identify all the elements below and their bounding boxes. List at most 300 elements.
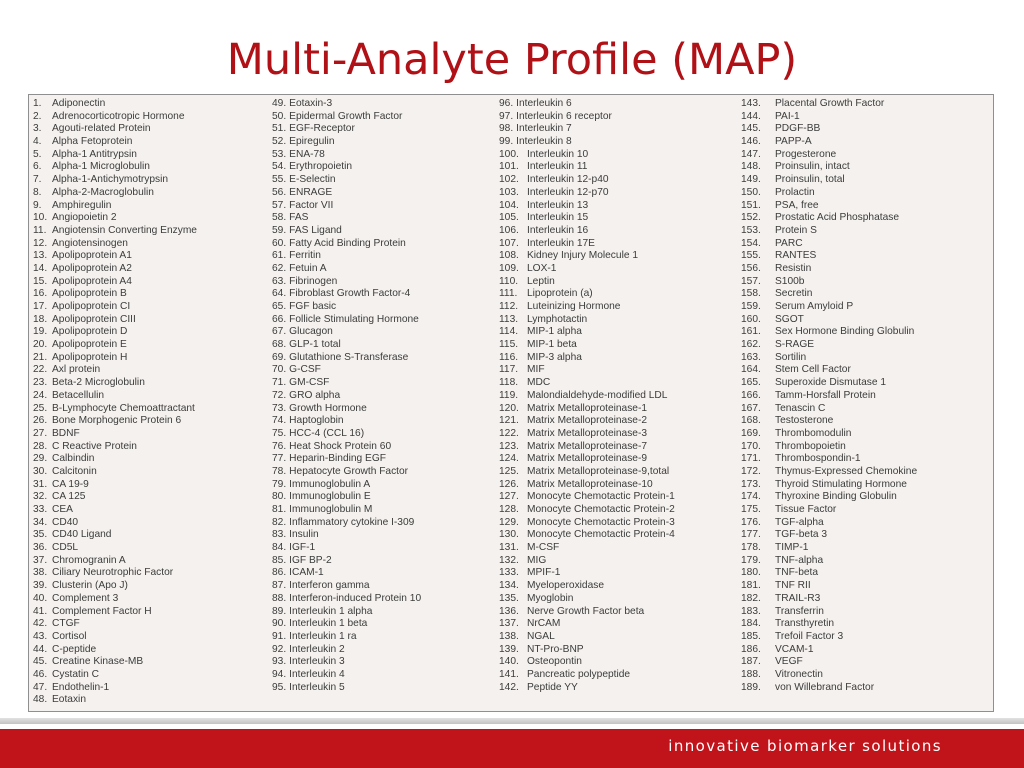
analyte-number: 168. <box>741 415 761 427</box>
analyte-number: 71. <box>272 377 287 389</box>
analyte-item <box>741 453 991 466</box>
analyte-name: NT-Pro-BNP <box>527 643 584 655</box>
analyte-name: PARC <box>775 237 803 249</box>
analyte-name: PAPP-A <box>775 136 812 148</box>
analyte-name: Betacellulin <box>52 389 105 401</box>
analyte-name: Apolipoprotein A4 <box>52 275 132 287</box>
analyte-name: E-Selectin <box>289 174 336 186</box>
analyte-name: TNF-alpha <box>775 554 824 566</box>
analyte-number: 5. <box>33 148 42 160</box>
analyte-name: Matrix Metalloproteinase-9,total <box>527 465 670 477</box>
analyte-name: LOX-1 <box>527 262 557 274</box>
analyte-number: 170. <box>741 440 761 452</box>
analyte-name: Haptoglobin <box>289 415 344 427</box>
analyte-item <box>499 466 739 479</box>
analyte-number: 1. <box>33 98 42 109</box>
analyte-item <box>741 542 991 555</box>
analyte-item <box>741 669 991 682</box>
analyte-item <box>499 174 739 187</box>
analyte-number: 41. <box>33 605 48 617</box>
analyte-item <box>33 517 268 530</box>
analyte-item <box>499 669 739 682</box>
footer-divider <box>0 718 1024 724</box>
analyte-name: Adrenocorticotropic Hormone <box>52 110 185 122</box>
analyte-name: Fatty Acid Binding Protein <box>289 237 406 249</box>
analyte-number: 100. <box>499 148 519 160</box>
analyte-item <box>272 352 500 365</box>
analyte-name: Progesterone <box>775 148 837 160</box>
analyte-number: 176. <box>741 516 761 528</box>
analyte-name: EGF-Receptor <box>289 123 355 135</box>
analyte-item <box>499 618 739 631</box>
analyte-item <box>741 301 991 314</box>
analyte-item <box>272 403 500 416</box>
analyte-number: 77. <box>272 453 287 465</box>
analyte-name: Interleukin 17E <box>527 237 595 249</box>
analyte-number: 158. <box>741 288 761 300</box>
analyte-name: S100b <box>775 275 805 287</box>
analyte-name: CD5L <box>52 542 79 554</box>
analyte-item <box>499 593 739 606</box>
analyte-name: Complement Factor H <box>52 605 152 617</box>
analyte-name: Fetuin A <box>289 262 327 274</box>
analyte-name: Monocyte Chemotactic Protein-4 <box>527 529 675 541</box>
analyte-item <box>272 390 500 403</box>
analyte-item <box>33 580 268 593</box>
analyte-name: GRO alpha <box>289 389 341 401</box>
analyte-number: 113. <box>499 313 519 325</box>
analyte-item <box>499 161 739 174</box>
analyte-number: 32. <box>33 491 48 503</box>
analyte-name: NGAL <box>527 630 555 642</box>
analyte-name: RANTES <box>775 250 817 262</box>
analyte-number: 33. <box>33 504 48 515</box>
analyte-number: 19. <box>33 326 48 338</box>
analyte-number: 175. <box>741 504 761 515</box>
analyte-item <box>272 136 500 149</box>
analyte-number: 12. <box>33 237 48 249</box>
analyte-item <box>272 441 500 454</box>
analyte-item <box>741 567 991 580</box>
analyte-item <box>33 225 268 238</box>
analyte-item <box>33 453 268 466</box>
analyte-name: Myoglobin <box>527 592 574 604</box>
analyte-item <box>741 555 991 568</box>
analyte-item <box>272 225 500 238</box>
analyte-number: 164. <box>741 364 761 376</box>
analyte-name: Matrix Metalloproteinase-3 <box>527 427 648 439</box>
analyte-number: 58. <box>272 212 287 224</box>
analyte-number: 90. <box>272 618 287 630</box>
analyte-item <box>272 377 500 390</box>
analyte-item <box>499 644 739 657</box>
analyte-item <box>33 466 268 479</box>
analyte-item <box>272 212 500 225</box>
analyte-number: 44. <box>33 643 48 655</box>
analyte-name: Amphiregulin <box>52 199 112 211</box>
analyte-number: 123. <box>499 440 519 452</box>
analyte-name: Thymus-Expressed Chemokine <box>775 465 918 477</box>
analyte-item <box>33 694 268 707</box>
analyte-name: Bone Morphogenic Protein 6 <box>52 415 182 427</box>
analyte-number: 78. <box>272 465 287 477</box>
analyte-number: 15. <box>33 275 48 287</box>
analyte-number: 76. <box>272 440 287 452</box>
analyte-number: 25. <box>33 402 48 414</box>
analyte-item <box>272 504 500 517</box>
analyte-name: Tenascin C <box>775 402 826 414</box>
analyte-number: 117. <box>499 364 519 376</box>
analyte-item <box>33 593 268 606</box>
analyte-item <box>499 390 739 403</box>
analyte-number: 161. <box>741 326 761 338</box>
analyte-number: 183. <box>741 605 761 617</box>
analyte-name: Matrix Metalloproteinase-2 <box>527 415 648 427</box>
analyte-name: Follicle Stimulating Hormone <box>289 313 419 325</box>
analyte-number: 171. <box>741 453 761 465</box>
analyte-number: 73. <box>272 402 287 414</box>
analyte-item <box>741 656 991 669</box>
analyte-number: 91. <box>272 630 287 642</box>
analyte-number: 115. <box>499 339 519 351</box>
analyte-item <box>741 618 991 631</box>
analyte-number: 89. <box>272 605 287 617</box>
analyte-item <box>741 504 991 517</box>
analyte-name: Apolipoprotein E <box>52 339 127 351</box>
analyte-item <box>741 225 991 238</box>
analyte-number: 147. <box>741 148 761 160</box>
analyte-number: 24. <box>33 389 48 401</box>
analyte-name: GLP-1 total <box>289 339 341 351</box>
analyte-item <box>33 123 268 136</box>
analyte-number: 102. <box>499 174 519 186</box>
analyte-number: 68. <box>272 339 287 351</box>
analyte-number: 182. <box>741 592 761 604</box>
analyte-number: 133. <box>499 567 519 579</box>
analyte-name: VEGF <box>775 656 803 668</box>
analyte-name: Epidermal Growth Factor <box>289 110 403 122</box>
analyte-number: 59. <box>272 224 287 236</box>
analyte-name: ICAM-1 <box>289 567 324 579</box>
analyte-name: ENRAGE <box>289 186 333 198</box>
analyte-name: Resistin <box>775 262 812 274</box>
analyte-name: Matrix Metalloproteinase-1 <box>527 402 648 414</box>
analyte-number: 160. <box>741 313 761 325</box>
analyte-number: 124. <box>499 453 519 465</box>
analyte-item <box>33 441 268 454</box>
analyte-name: Apolipoprotein CIII <box>52 313 136 325</box>
analyte-item <box>272 123 500 136</box>
analyte-name: TGF-beta 3 <box>775 529 828 541</box>
analyte-number: 87. <box>272 580 287 592</box>
analyte-item <box>272 111 500 124</box>
analyte-name: PSA, free <box>775 199 819 211</box>
analyte-number: 107. <box>499 237 519 249</box>
analyte-name: Epiregulin <box>289 136 335 148</box>
analyte-item <box>741 631 991 644</box>
analyte-number: 166. <box>741 389 761 401</box>
analyte-item <box>741 491 991 504</box>
analyte-number: 2. <box>33 110 42 122</box>
analyte-item <box>33 111 268 124</box>
analyte-name: Protein S <box>775 224 817 236</box>
analyte-number: 28. <box>33 440 48 452</box>
analyte-name: Thyroxine Binding Globulin <box>775 491 897 503</box>
analyte-number: 148. <box>741 161 761 173</box>
analyte-name: Interleukin 12-p40 <box>527 174 609 186</box>
analyte-number: 159. <box>741 301 761 312</box>
analyte-item <box>741 314 991 327</box>
analyte-name: Thrombopoietin <box>775 440 846 452</box>
analyte-name: Glutathione S-Transferase <box>289 351 409 363</box>
analyte-number: 120. <box>499 402 519 414</box>
analyte-item <box>33 377 268 390</box>
analyte-number: 101. <box>499 161 519 173</box>
analyte-name: MIP-1 alpha <box>527 326 582 338</box>
analyte-name: IGF BP-2 <box>289 554 332 566</box>
analyte-name: Adiponectin <box>52 98 106 109</box>
analyte-name: TGF-alpha <box>775 516 824 528</box>
analyte-number: 85. <box>272 554 287 566</box>
analyte-name: VCAM-1 <box>775 643 814 655</box>
analyte-number: 7. <box>33 174 42 186</box>
analyte-name: Growth Hormone <box>289 402 367 414</box>
analyte-number: 98. <box>499 123 514 135</box>
analyte-number: 163. <box>741 351 761 363</box>
analyte-item <box>741 339 991 352</box>
analyte-item <box>499 149 739 162</box>
analyte-item <box>741 98 991 111</box>
analyte-item <box>272 580 500 593</box>
analyte-name: Interleukin 1 beta <box>289 618 368 630</box>
analyte-number: 39. <box>33 580 48 592</box>
analyte-item <box>33 403 268 416</box>
analyte-name: Myeloperoxidase <box>527 580 605 592</box>
analyte-number: 111. <box>499 288 518 300</box>
slide-title: Multi-Analyte Profile (MAP) <box>226 35 798 85</box>
analyte-item <box>741 212 991 225</box>
analyte-number: 53. <box>272 148 287 160</box>
analyte-name: Factor VII <box>289 199 334 211</box>
analyte-item <box>33 479 268 492</box>
analyte-name: Interleukin 6 <box>516 98 572 109</box>
analyte-number: 55. <box>272 174 287 186</box>
analyte-item <box>499 326 739 339</box>
analyte-item <box>499 542 739 555</box>
analyte-item <box>272 364 500 377</box>
analyte-number: 56. <box>272 186 287 198</box>
analyte-number: 84. <box>272 542 287 554</box>
analyte-item <box>272 288 500 301</box>
analyte-name: TRAIL-R3 <box>775 592 821 604</box>
analyte-number: 157. <box>741 275 761 287</box>
analyte-item <box>272 555 500 568</box>
analyte-number: 4. <box>33 136 42 148</box>
analyte-name: TNF-beta <box>775 567 819 579</box>
analyte-name: Proinsulin, total <box>775 174 845 186</box>
analyte-item <box>499 263 739 276</box>
analyte-number: 104. <box>499 199 519 211</box>
analyte-name: C Reactive Protein <box>52 440 137 452</box>
analyte-item <box>33 682 268 695</box>
analyte-number: 11. <box>33 224 47 236</box>
analyte-number: 62. <box>272 262 287 274</box>
analyte-name: Transferrin <box>775 605 824 617</box>
analyte-name: Apolipoprotein A1 <box>52 250 132 262</box>
analyte-number: 143. <box>741 98 761 109</box>
analyte-item <box>272 466 500 479</box>
analyte-item <box>33 187 268 200</box>
analyte-item <box>499 238 739 251</box>
analyte-number: 17. <box>33 301 48 312</box>
analyte-item <box>33 212 268 225</box>
analyte-item <box>272 314 500 327</box>
analyte-name: M-CSF <box>527 542 560 554</box>
analyte-name: MPIF-1 <box>527 567 561 579</box>
analyte-item <box>499 504 739 517</box>
analyte-number: 54. <box>272 161 287 173</box>
analyte-number: 141. <box>499 668 519 680</box>
analyte-number: 140. <box>499 656 519 668</box>
analyte-item <box>499 225 739 238</box>
analyte-number: 92. <box>272 643 287 655</box>
analyte-number: 49. <box>272 98 287 109</box>
analyte-name: Vitronectin <box>775 668 823 680</box>
analyte-item <box>499 352 739 365</box>
analyte-name: Alpha-1 Antitrypsin <box>52 148 137 160</box>
analyte-name: Apolipoprotein D <box>52 326 128 338</box>
analyte-item <box>741 580 991 593</box>
analyte-name: CA 19-9 <box>52 478 89 490</box>
analyte-number: 135. <box>499 592 519 604</box>
analyte-number: 110. <box>499 275 519 287</box>
analyte-item <box>499 187 739 200</box>
analyte-number: 57. <box>272 199 287 211</box>
analyte-number: 63. <box>272 275 287 287</box>
analyte-number: 174. <box>741 491 761 503</box>
analyte-item <box>499 441 739 454</box>
analyte-number: 149. <box>741 174 761 186</box>
analyte-name: GM-CSF <box>289 377 330 389</box>
analyte-name: SGOT <box>775 313 804 325</box>
analyte-item <box>741 111 991 124</box>
analyte-name: Superoxide Dismutase 1 <box>775 377 886 389</box>
analyte-number: 97. <box>499 110 514 122</box>
analyte-item <box>741 149 991 162</box>
analyte-item <box>272 479 500 492</box>
analyte-name: Interferon-induced Protein 10 <box>289 592 422 604</box>
analyte-item <box>499 301 739 314</box>
analyte-item <box>272 542 500 555</box>
analyte-name: Lipoprotein (a) <box>527 288 593 300</box>
analyte-number: 8. <box>33 186 42 198</box>
analyte-item <box>741 377 991 390</box>
analyte-number: 70. <box>272 364 287 376</box>
analyte-number: 125. <box>499 465 519 477</box>
analyte-item <box>33 352 268 365</box>
analyte-name: Calcitonin <box>52 465 97 477</box>
analyte-name: PDGF-BB <box>775 123 821 135</box>
analyte-name: Matrix Metalloproteinase-10 <box>527 478 653 490</box>
analyte-item <box>33 504 268 517</box>
analyte-number: 173. <box>741 478 761 490</box>
analyte-name: Thyroid Stimulating Hormone <box>775 478 907 490</box>
analyte-number: 155. <box>741 250 761 262</box>
analyte-number: 162. <box>741 339 761 351</box>
analyte-number: 131. <box>499 542 519 554</box>
analyte-name: MIF <box>527 364 545 376</box>
analyte-name: Interleukin 10 <box>527 148 589 160</box>
analyte-item <box>741 174 991 187</box>
analyte-item <box>499 529 739 542</box>
analyte-number: 42. <box>33 618 48 630</box>
analyte-item <box>741 200 991 213</box>
analyte-number: 23. <box>33 377 48 389</box>
analyte-item <box>499 377 739 390</box>
analyte-item <box>499 98 739 111</box>
analyte-name: CEA <box>52 504 73 515</box>
analyte-item <box>33 200 268 213</box>
analyte-item <box>499 314 739 327</box>
analyte-name: Immunoglobulin E <box>289 491 371 503</box>
analyte-name: Prostatic Acid Phosphatase <box>775 212 900 224</box>
analyte-item <box>741 479 991 492</box>
analyte-number: 103. <box>499 186 519 198</box>
analyte-number: 93. <box>272 656 287 668</box>
analyte-number: 179. <box>741 554 761 566</box>
analyte-item <box>272 187 500 200</box>
analyte-name: Interleukin 1 alpha <box>289 605 373 617</box>
analyte-item <box>272 656 500 669</box>
analyte-item <box>33 149 268 162</box>
analyte-number: 64. <box>272 288 287 300</box>
analyte-item <box>33 491 268 504</box>
analyte-name: MDC <box>527 377 551 389</box>
analyte-item <box>33 288 268 301</box>
analyte-name: Apolipoprotein A2 <box>52 262 132 274</box>
analyte-item <box>741 276 991 289</box>
analyte-name: S-RAGE <box>775 339 815 351</box>
analyte-name: Cortisol <box>52 630 87 642</box>
analyte-number: 178. <box>741 542 761 554</box>
analyte-item <box>272 415 500 428</box>
analyte-number: 165. <box>741 377 761 389</box>
analyte-item <box>33 567 268 580</box>
analyte-item <box>741 136 991 149</box>
analyte-item <box>33 631 268 644</box>
analyte-item <box>499 250 739 263</box>
analyte-number: 10. <box>33 212 48 224</box>
analyte-item <box>741 123 991 136</box>
analyte-name: CA 125 <box>52 491 86 503</box>
analyte-name: Ciliary Neurotrophic Factor <box>52 567 174 579</box>
analyte-item <box>33 618 268 631</box>
analyte-name: Immunoglobulin A <box>289 478 371 490</box>
analyte-item <box>741 529 991 542</box>
analyte-number: 172. <box>741 465 761 477</box>
analyte-name: Interleukin 15 <box>527 212 589 224</box>
analyte-name: Inflammatory cytokine I-309 <box>289 516 415 528</box>
analyte-number: 186. <box>741 643 761 655</box>
analyte-number: 50. <box>272 110 287 122</box>
analyte-item <box>741 403 991 416</box>
analyte-number: 153. <box>741 224 761 236</box>
analyte-name: FGF basic <box>289 301 337 312</box>
analyte-item <box>33 555 268 568</box>
analyte-number: 137. <box>499 618 519 630</box>
analyte-number: 96. <box>499 98 514 109</box>
analyte-item <box>499 288 739 301</box>
